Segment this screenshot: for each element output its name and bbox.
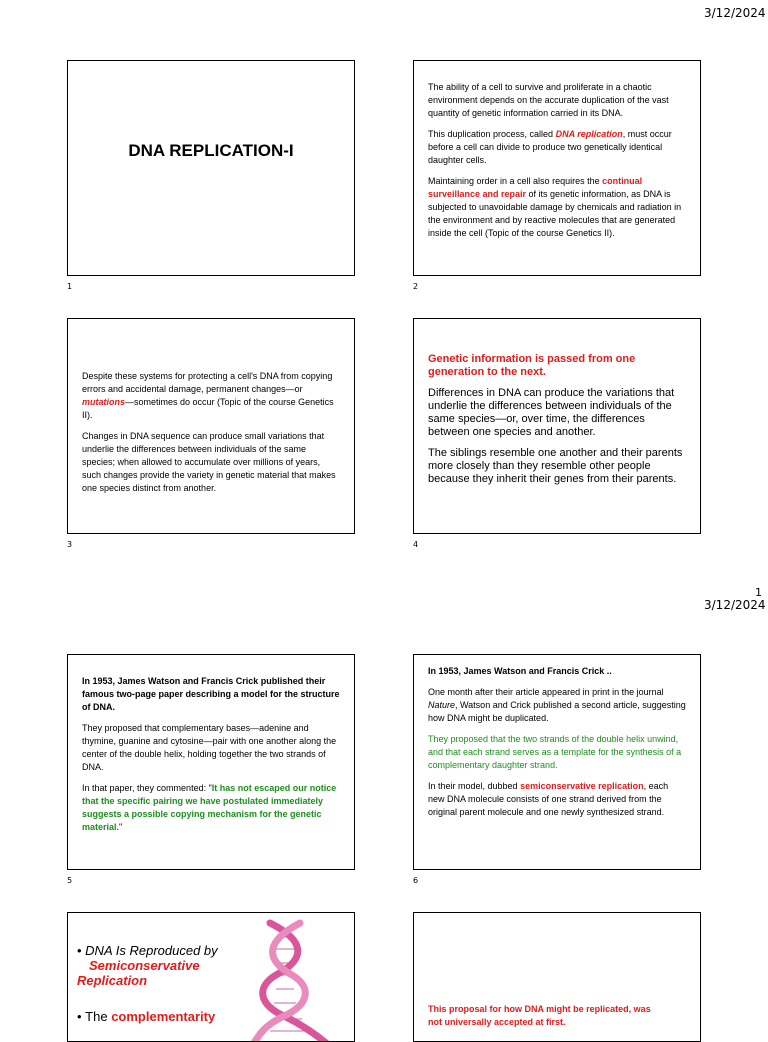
slide-number: 4 (413, 540, 419, 549)
slide-6-paragraph-2: They proposed that the two strands of the double helix unwind, and that each strand serves as a template for the synthesis of a complementary daughter strand. (428, 734, 682, 770)
slide-number: 5 (67, 876, 73, 885)
slide-6-paragraph-1: One month after their article appeared in print in the journal Nature, Watson and Crick published a second article, suggesting how DNA might be duplicated. (428, 687, 686, 723)
slide-2-paragraph-1: The ability of a cell to survive and proliferate in a chaotic environment depends on the accurate duplication of the vast quantity of genetic information carried in its DNA. (428, 82, 669, 118)
highlight-term: complementarity (111, 1009, 216, 1024)
slide-5-paragraph-3: In that paper, they commented: "It has not escaped our notice that the specific pairing we have postulated immediately suggests a possible copying mechanism for the genetic material." (82, 783, 337, 832)
slide-number: 6 (413, 876, 419, 885)
highlight-term: Semiconservative Replication (77, 958, 200, 988)
slide-6-heading: In 1953, James Watson and Francis Crick .. (428, 666, 612, 676)
slide-1 (67, 60, 355, 276)
slide-4-paragraph-1: Differences in DNA can produce the variations that underlie the differences between individuals of the same species—or, over time, the differences between one species and another. (428, 387, 675, 438)
bullet-2: • The complementarity (77, 1009, 216, 1024)
slide-4-paragraph-2: The siblings resemble one another and their parents more closely than they resemble other people because they inherit their genes from their parents. (428, 447, 683, 485)
highlight-term: mutations (82, 397, 126, 407)
slide-2-paragraph-3: Maintaining order in a cell also requires the continual surveillance and repair of its genetic information, as DNA is subjected to unavoidable damage by chemicals and radiation in the environment and by reactive molecules that are generated inside the cell (Topic of the course Genetics II). (428, 176, 682, 238)
highlight-term: continual surveillance and repair (428, 176, 643, 199)
slide-title: DNA REPLICATION-I (128, 141, 294, 160)
slide-5-paragraph-1: In 1953, James Watson and Francis Crick published their famous two-page paper describing a model for the structure of DNA. (82, 676, 340, 712)
slide-4-heading: Genetic information is passed from one generation to the next. (428, 353, 636, 378)
page-date: 3/12/2024 (704, 598, 766, 612)
slide-8-paragraph: This proposal for how DNA might be replicated, was not universally accepted at first. (428, 1004, 651, 1027)
slide-6 (413, 654, 701, 870)
highlight-term: DNA replication (555, 129, 623, 139)
slide-5-paragraph-2: They proposed that complementary bases—adenine and thymine, guanine and cytosine—pair with one another along the center of the double helix, holding together the two strands of DNA. (82, 723, 337, 772)
slide-3-paragraph-2: Changes in DNA sequence can produce small variations that underlie the differences between individuals of the same species; when allowed to accumulate over millions of years, such changes provide the variety in genetic material that makes one species distinct from another. (82, 431, 336, 493)
highlight-term: semiconservative replication (520, 781, 644, 791)
slide-8 (413, 912, 701, 1042)
slide-5 (67, 654, 355, 870)
slide-2-paragraph-2: This duplication process, called DNA replication, must occur before a cell can divide to produce two genetically identical daughter cells. (428, 129, 672, 165)
page-number: 1 (755, 586, 762, 599)
bullet-1: • DNA Is Reproduced by Semiconservative Replication (77, 943, 218, 988)
slide-3-paragraph-1: Despite these systems for protecting a cell's DNA from copying errors and accidental damage, permanent changes—or mutations—sometimes do occur (Topic of the course Genetics II). (82, 371, 334, 420)
quote-text: It has not escaped our notice that the specific pairing we have postulated immediately suggests a possible copying mechanism for the genetic material. (82, 783, 337, 832)
slide-number: 1 (67, 282, 73, 291)
slide-number: 3 (67, 540, 73, 549)
slide-4 (413, 318, 701, 534)
slide-number: 2 (413, 282, 419, 291)
slide-7 (67, 912, 355, 1042)
slide-6-paragraph-3: In their model, dubbed semiconservative replication, each new DNA molecule consists of one strand derived from the original parent molecule and one newly synthesized strand. (428, 781, 669, 817)
slide-2 (413, 60, 701, 276)
slide-3 (67, 318, 355, 534)
page-date: 3/12/2024 (704, 6, 766, 20)
